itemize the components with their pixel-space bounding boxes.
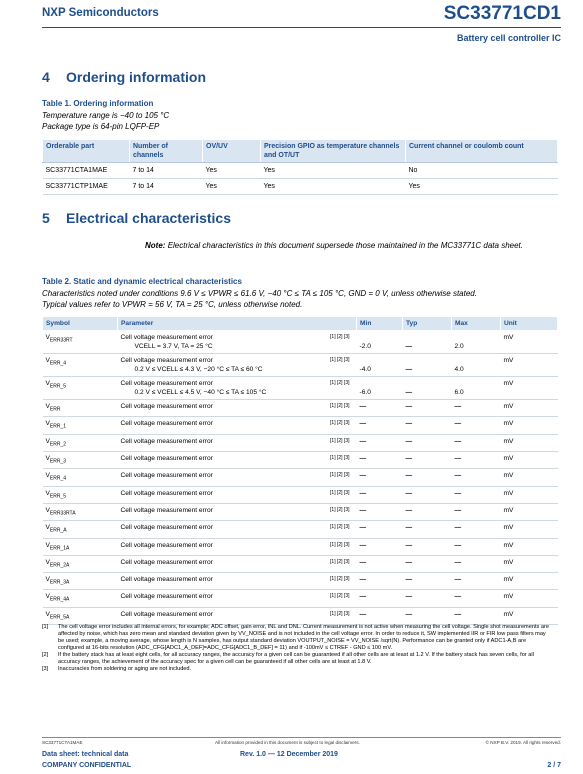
symbol-subscript: ERR_A (49, 527, 67, 534)
unit-cell: mV (501, 434, 558, 451)
parameter-condition: 0.2 V ≤ VCELL ≤ 4.3 V, −20 °C ≤ TA ≤ 60 °C (134, 366, 263, 373)
symbol-base: V (45, 334, 50, 341)
footer-doc-type: Data sheet: technical data (42, 751, 129, 758)
symbol-cell (43, 521, 118, 538)
footnote-text: If the battery stack has at least eight cells, for all accuracy ranges, the accuracy for a given cell can be guaranteed if all other cells are at least at 1.2 V. If the battery stack has seven cells, for all accuracy ranges, the achievement of the accuracy spec for a given cell can be guaranteed if all other cells are at least at 1.8 V. (58, 652, 534, 665)
reference-marks: [1] [2] [3] (330, 472, 350, 479)
parameter-cell (118, 590, 357, 607)
col-header: OV/UV (203, 140, 261, 163)
reference-marks: [1] [2] [3] (330, 489, 350, 496)
reference-marks: [1] [2] [3] (330, 357, 350, 363)
footer-confidential: COMPANY CONFIDENTIAL (42, 762, 132, 769)
min-cell: -4.0 (357, 354, 403, 377)
col-header: Parameter (118, 317, 357, 331)
symbol-base: V (45, 610, 50, 618)
symbol-subscript: ERR_5 (49, 492, 67, 499)
symbol-cell (43, 607, 118, 624)
max-cell: — (452, 434, 501, 451)
symbol-base: V (45, 420, 50, 428)
footnotes (42, 624, 552, 673)
parameter-text: Cell voltage measurement error (120, 506, 213, 514)
section-5-heading (42, 210, 231, 226)
col-header: Orderable part (43, 140, 130, 163)
temperature-range: Temperature range is −40 to 105 °C (42, 111, 170, 120)
symbol-cell (43, 331, 118, 354)
symbol-base: V (45, 380, 50, 387)
unit-cell: mV (501, 354, 558, 377)
max-cell: — (452, 503, 501, 520)
footer-doc-id: SC33771CTA1MAE (42, 740, 83, 745)
table-2-caption: Table 2. Static and dynamic electrical characteristics (42, 277, 242, 286)
unit-cell: mV (501, 555, 558, 572)
col-header: Min (357, 317, 403, 331)
parameter-text: Cell voltage measurement error (120, 380, 213, 387)
conditions-line-2: Typical values refer to VPWR = 56 V, TA = 25 °C, unless otherwise noted. (42, 300, 303, 309)
symbol-cell (43, 417, 118, 434)
parameter-condition: 0.2 V ≤ VCELL ≤ 4.5 V, −40 °C ≤ TA ≤ 105 °C (134, 389, 267, 396)
table-cell: 7 to 14 (130, 179, 203, 195)
parameter-text: Cell voltage measurement error (120, 334, 213, 341)
typ-cell: — (403, 503, 452, 520)
part-number: SC33771CD1 (443, 3, 561, 24)
table-cell: Yes (261, 163, 406, 179)
parameter-text: Cell voltage measurement error (120, 357, 213, 364)
col-header: Precision GPIO as temperature channels and OT/UT (261, 140, 406, 163)
table-cell: Yes (406, 179, 558, 195)
typ-cell: — (403, 434, 452, 451)
parameter-cell (118, 400, 357, 417)
parameter-condition: VCELL = 3.7 V, TA = 25 °C (134, 343, 213, 350)
typ-cell: — (403, 354, 452, 377)
parameter-text: Cell voltage measurement error (120, 420, 213, 428)
min-cell: — (357, 503, 403, 520)
typ-cell: — (403, 486, 452, 503)
unit-cell: mV (501, 503, 558, 520)
unit-cell: mV (501, 607, 558, 624)
reference-marks: [1] [2] [3] (330, 593, 350, 600)
symbol-cell (43, 486, 118, 503)
footnote-key: [3] (42, 666, 49, 672)
symbol-subscript: ERR_1A (49, 544, 70, 551)
symbol-subscript: ERR_2A (49, 562, 70, 569)
typ-cell: — (403, 377, 452, 400)
reference-marks: [1] [2] [3] (330, 506, 350, 513)
max-cell: — (452, 400, 501, 417)
table-row (43, 573, 558, 590)
typ-cell: — (403, 451, 452, 468)
max-cell: — (452, 573, 501, 590)
symbol-base: V (45, 472, 50, 480)
max-cell: 2.0 (452, 331, 501, 354)
section-4-heading (42, 69, 206, 85)
symbol-base: V (45, 593, 50, 601)
symbol-cell (43, 538, 118, 555)
symbol-cell (43, 503, 118, 520)
max-cell: — (452, 417, 501, 434)
symbol-subscript: ERR_5 (49, 383, 67, 390)
parameter-cell (118, 555, 357, 572)
parameter-text: Cell voltage measurement error (120, 437, 213, 445)
table-row (43, 469, 558, 486)
typ-cell: — (403, 538, 452, 555)
parameter-text: Cell voltage measurement error (120, 593, 213, 601)
symbol-cell (43, 434, 118, 451)
max-cell: — (452, 555, 501, 572)
reference-marks: [1] [2] [3] (330, 524, 350, 531)
min-cell: -6.0 (357, 377, 403, 400)
parameter-cell (118, 521, 357, 538)
unit-cell: mV (501, 469, 558, 486)
symbol-cell (43, 354, 118, 377)
typ-cell: — (403, 331, 452, 354)
parameter-text: Cell voltage measurement error (120, 472, 213, 480)
symbol-cell (43, 451, 118, 468)
table-cell: Yes (203, 163, 261, 179)
min-cell: — (357, 521, 403, 538)
symbol-cell (43, 573, 118, 590)
reference-marks: [1] [2] [3] (330, 403, 350, 409)
footer-legal: All information provided in this document is subject to legal disclaimers. (215, 740, 360, 745)
section-title: Electrical characteristics (66, 210, 231, 226)
footer-divider (42, 737, 561, 738)
table-cell: Yes (203, 179, 261, 195)
parameter-cell (118, 469, 357, 486)
section-title: Ordering information (66, 69, 206, 85)
col-header: Current channel or coulomb count (406, 140, 558, 163)
col-header: Symbol (43, 317, 118, 331)
symbol-base: V (45, 357, 50, 364)
typ-cell: — (403, 417, 452, 434)
parameter-text: Cell voltage measurement error (120, 558, 213, 566)
symbol-base: V (45, 576, 50, 584)
parameter-text: Cell voltage measurement error (120, 403, 213, 410)
typ-cell: — (403, 607, 452, 624)
symbol-cell (43, 555, 118, 572)
min-cell: — (357, 400, 403, 417)
parameter-cell (118, 607, 357, 624)
typ-cell: — (403, 555, 452, 572)
unit-cell: mV (501, 451, 558, 468)
reference-marks: [1] [2] [3] (330, 437, 350, 444)
symbol-subscript: ERR_3 (49, 458, 67, 465)
reference-marks: [1] [2] [3] (330, 558, 350, 565)
unit-cell: mV (501, 486, 558, 503)
symbol-base: V (45, 524, 50, 532)
unit-cell: mV (501, 377, 558, 400)
min-cell: — (357, 486, 403, 503)
table-cell: No (406, 163, 558, 179)
footnote-key: [2] (42, 652, 49, 658)
document-subtitle: Battery cell controller IC (456, 33, 561, 43)
package-type: Package type is 64-pin LQFP-EP (42, 122, 160, 131)
note-label: Note: (145, 241, 166, 250)
table-row (43, 400, 558, 417)
max-cell: — (452, 521, 501, 538)
footnote (42, 666, 552, 673)
max-cell: — (452, 607, 501, 624)
unit-cell: mV (501, 331, 558, 354)
unit-cell: mV (501, 417, 558, 434)
symbol-subscript: ERR33RTA (49, 510, 76, 517)
min-cell: -2.0 (357, 331, 403, 354)
company-name: NXP Semiconductors (42, 7, 159, 19)
table-cell: SC33771CTP1MAE (43, 179, 130, 195)
footnote-key: [1] (42, 624, 49, 630)
max-cell: — (452, 451, 501, 468)
reference-marks: [1] [2] [3] (330, 610, 350, 617)
typ-cell: — (403, 469, 452, 486)
min-cell: — (357, 417, 403, 434)
typ-cell: — (403, 521, 452, 538)
table-cell: Yes (261, 179, 406, 195)
table-row (43, 555, 558, 572)
parameter-text: Cell voltage measurement error (120, 454, 213, 462)
symbol-subscript: ERR (49, 406, 61, 413)
footnote-text: The cell voltage error includes all internal errors, for example; ADC offset, gain error, INL and DNL. Current measurement is not active when measuring the cell voltage. Single shot measurements are affected by noise, which has zero mean and standard deviation given by VV_NOISE and is not included in the cell voltage error. In order to reduce it, SW implemented IIR or FIR low pass filters may be used; example, a moving average, whose length is N samples, has output standard deviation VOUTPUT_NOISE = VV_NOISE /sqrt(N). Performance can be granted only if ADC1-A,B are configured at 16-bits resolution (ADC_CFG[ADC1_A_DEF]=ADC_CFG[ADC1_B_DEF] = 11) and if -100mV ≤ CTREF - GND ≤ 100 mV. (58, 624, 549, 651)
typ-cell: — (403, 573, 452, 590)
table-row (43, 538, 558, 555)
parameter-cell (118, 377, 357, 400)
header-divider (42, 27, 561, 28)
note-text: Electrical characteristics in this document supersede those maintained in the MC33771C data sheet. (167, 241, 523, 250)
min-cell: — (357, 555, 403, 572)
table-cell: SC33771CTA1MAE (43, 163, 130, 179)
reference-marks: [1] [2] [3] (330, 334, 350, 340)
table-row (43, 503, 558, 520)
note (145, 240, 540, 252)
section-number: 4 (42, 69, 50, 85)
reference-marks: [1] [2] [3] (330, 454, 350, 461)
reference-marks: [1] [2] [3] (330, 420, 350, 427)
reference-marks: [1] [2] [3] (330, 576, 350, 583)
symbol-base: V (45, 541, 50, 549)
col-header: Max (452, 317, 501, 331)
parameter-cell (118, 434, 357, 451)
min-cell: — (357, 573, 403, 590)
symbol-base: V (45, 403, 50, 410)
symbol-subscript: ERR_3A (49, 579, 70, 586)
min-cell: — (357, 434, 403, 451)
section-number: 5 (42, 210, 50, 226)
table-row (43, 521, 558, 538)
table-1-caption: Table 1. Ordering information (42, 99, 154, 108)
col-header: Number of channels (130, 140, 203, 163)
col-header: Typ (403, 317, 452, 331)
table-row (43, 377, 558, 400)
table-cell: 7 to 14 (130, 163, 203, 179)
parameter-cell (118, 503, 357, 520)
table-row (43, 163, 558, 179)
unit-cell: mV (501, 400, 558, 417)
symbol-subscript: ERR_4 (49, 475, 67, 482)
typ-cell: — (403, 590, 452, 607)
symbol-cell (43, 590, 118, 607)
table-row (43, 607, 558, 624)
parameter-text: Cell voltage measurement error (120, 576, 213, 584)
conditions-line-1: Characteristics noted under conditions 9.6 V ≤ VPWR ≤ 61.6 V, −40 °C ≤ TA ≤ 105 °C, GND = 0 V, unless otherwise stated. (42, 289, 477, 298)
parameter-text: Cell voltage measurement error (120, 489, 213, 497)
parameter-text: Cell voltage measurement error (120, 610, 213, 618)
max-cell: — (452, 486, 501, 503)
symbol-base: V (45, 454, 50, 462)
footnote-text: Inaccuracies from soldering or aging are not included. (58, 666, 192, 672)
symbol-base: V (45, 558, 50, 566)
symbol-subscript: ERR_1 (49, 423, 67, 430)
symbol-base: V (45, 489, 50, 497)
parameter-cell (118, 486, 357, 503)
parameter-cell (118, 331, 357, 354)
min-cell: — (357, 607, 403, 624)
table-row (43, 486, 558, 503)
reference-marks: [1] [2] [3] (330, 541, 350, 548)
col-header: Unit (501, 317, 558, 331)
electrical-characteristics-table (42, 316, 558, 625)
max-cell: — (452, 469, 501, 486)
unit-cell: mV (501, 521, 558, 538)
symbol-cell (43, 400, 118, 417)
symbol-subscript: ERR_2 (49, 440, 67, 447)
typ-cell: — (403, 400, 452, 417)
symbol-subscript: ERR33RT (49, 337, 73, 344)
symbol-base: V (45, 506, 50, 514)
unit-cell: mV (501, 590, 558, 607)
min-cell: — (357, 590, 403, 607)
symbol-cell (43, 469, 118, 486)
parameter-cell (118, 451, 357, 468)
footnote (42, 624, 552, 652)
parameter-cell (118, 354, 357, 377)
footnote (42, 652, 552, 666)
max-cell: 6.0 (452, 377, 501, 400)
ordering-table (42, 139, 558, 195)
footer-revision: Rev. 1.0 — 12 December 2019 (240, 751, 338, 758)
symbol-subscript: ERR_4 (49, 360, 67, 367)
parameter-text: Cell voltage measurement error (120, 541, 213, 549)
table-row (43, 331, 558, 354)
symbol-base: V (45, 437, 50, 445)
footer-page-number: 2 / 7 (547, 762, 561, 769)
parameter-cell (118, 573, 357, 590)
min-cell: — (357, 469, 403, 486)
symbol-cell (43, 377, 118, 400)
table-row (43, 590, 558, 607)
parameter-cell (118, 417, 357, 434)
min-cell: — (357, 538, 403, 555)
unit-cell: mV (501, 573, 558, 590)
symbol-subscript: ERR_5A (49, 614, 70, 621)
min-cell: — (357, 451, 403, 468)
table-row (43, 417, 558, 434)
table-row (43, 434, 558, 451)
max-cell: 4.0 (452, 354, 501, 377)
table-row (43, 451, 558, 468)
unit-cell: mV (501, 538, 558, 555)
parameter-text: Cell voltage measurement error (120, 524, 213, 532)
parameter-cell (118, 538, 357, 555)
reference-marks: [1] [2] [3] (330, 380, 350, 386)
footer-copyright: © NXP B.V. 2019. All rights reserved. (485, 740, 561, 745)
table-row (43, 354, 558, 377)
symbol-subscript: ERR_4A (49, 596, 70, 603)
table-row (43, 179, 558, 195)
max-cell: — (452, 590, 501, 607)
max-cell: — (452, 538, 501, 555)
